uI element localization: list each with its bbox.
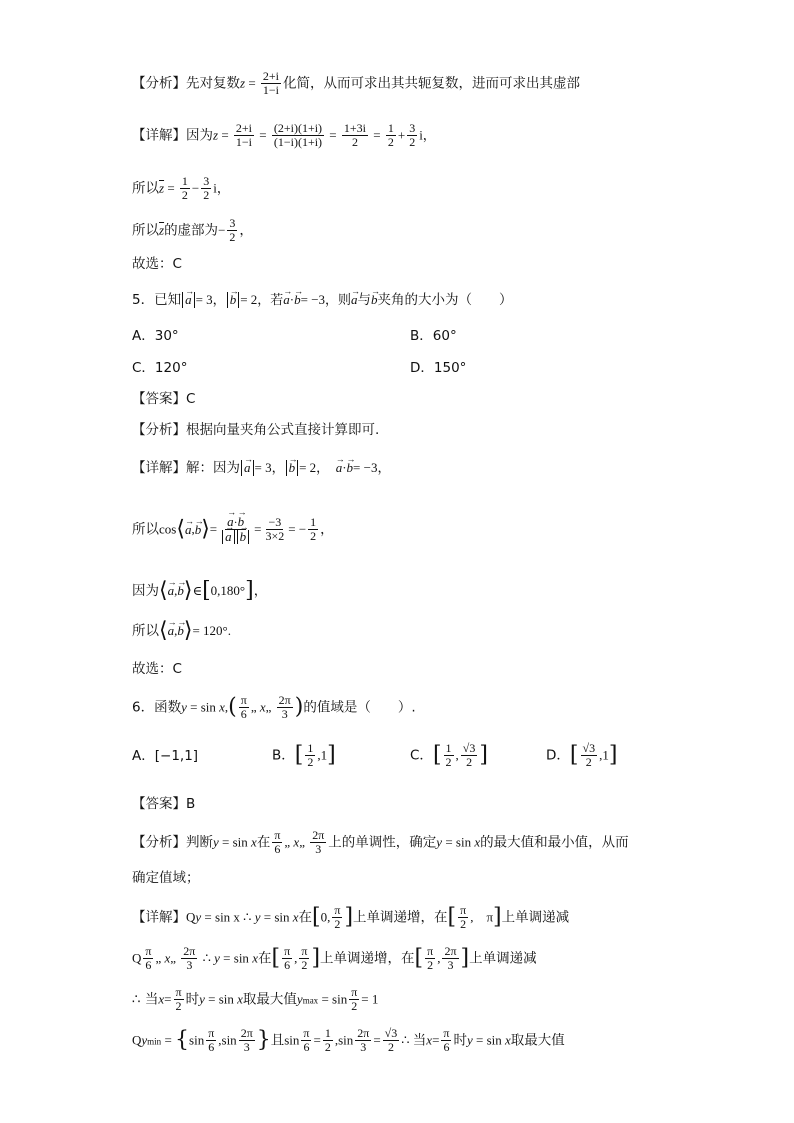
- q6-analysis-line2: 确定值域；: [132, 870, 200, 886]
- answer-tag: 【答案】: [132, 391, 186, 407]
- q5-option-a: A．30°: [132, 328, 179, 344]
- q5-detail: 【详解】解：因为 → a = 3， → b = 2， → a·→ b= −3，: [132, 458, 390, 478]
- q5-choice: 故选：C: [132, 661, 182, 677]
- q6-option-b: B．[ $\frac{1}{2}$ ,1]: [272, 741, 336, 769]
- q5-cos-line: 所以cos⟨→ a,→ b⟩= → a·→ b → a → b = $\frac{-3}{3\times 2}$ = − $\frac{1}{2}$ ，: [132, 515, 334, 544]
- q4-choice: 故选：C: [132, 256, 182, 272]
- q4-analysis-line: 【分析】先对复数z = $\frac{2+i}{1-i}$ 化简，从而可求出其共轭复数，进而可求出其虚部: [132, 69, 581, 97]
- q6-analysis: 【分析】判断y = sin x在 $\frac{\pi}{6}$ „ x„ $\frac{2\pi}{3}$ 上的单调性，确定y = sin x的最大值和最小值，从而: [132, 828, 629, 856]
- q5-answer: 【答案】C: [132, 391, 196, 407]
- q4-imag-line: 所以$\overline{z}$的虚部为− $\frac{3}{2}$ ，: [132, 216, 253, 244]
- q5-option-c: C．120°: [132, 360, 188, 376]
- q6-detail-line1: 【详解】Qy = sin x ∴ y = sin x在[0, $\frac{\pi}{2}$ ]上单调递增，在[ $\frac{\pi}{2}$ , π]上单调递减: [132, 903, 570, 931]
- q6-option-c: C．[ $\frac{1}{2}$ , $\frac{√3}{2}$ ]: [410, 741, 488, 769]
- q4-detail-line: 【详解】因为z = $\frac{2+i}{1-i}$ = $\frac{(2+i)(1+i)}{(1-i)(1+i)}$ = $\frac{1+3i}{2}$ = $\frac{1}{2}$ + $\frac{3}{2}$ i，: [132, 121, 436, 149]
- q5-stem: 5．已知 → a = 3， → b = 2，若→ a·→ b= −3，则→ a与→ b夹角的大小为（ ）: [132, 290, 513, 310]
- answer-tag: 【答案】: [132, 796, 186, 812]
- detail-tag: 【详解】: [132, 909, 186, 926]
- q6-stem: 6．函数y = sin x,( $\frac{\pi}{6}$ „ x„ $\frac{2\pi}{3}$ )的值域是（ ）.: [132, 693, 416, 721]
- q6-option-a: A．[−1,1]: [132, 748, 199, 764]
- q6-detail-line2: Q $\frac{\pi}{6}$ „ x„ $\frac{2\pi}{3}$ ∴ y = sin x在[ $\frac{\pi}{6}$ , $\frac{\pi}{2}$ ]上单调递增，在[ $\frac{\pi}{2}$ , $\frac{2\pi}{3}$ ]上单调递减: [132, 944, 537, 972]
- q5-option-b: B．60°: [410, 328, 457, 344]
- q6-detail-line4: Qymin = {sin $\frac{\pi}{6}$ ,sin $\frac{2\pi}{3}$ }且sin $\frac{\pi}{6}$ = $\frac{1}{2}$ ,sin $\frac{2\pi}{3}$ = $\frac{√3}{2}$ ∴ 当x= $\frac{\pi}{6}$ 时y = sin x取最大值: [132, 1026, 565, 1054]
- detail-tag: 【详解】: [132, 460, 186, 476]
- q6-answer: 【答案】B: [132, 796, 196, 812]
- detail-tag: 【详解】: [132, 127, 186, 144]
- q5-result-line: 所以⟨→ a,→ b⟩= 120°.: [132, 621, 231, 641]
- q6-option-d: D．[ $\frac{√3}{2}$ ,1]: [546, 741, 618, 769]
- q4-conjugate-line: 所以$\overline{z}$ = $\frac{1}{2}$ − $\frac{3}{2}$ i，: [132, 174, 230, 202]
- q6-detail-line3: ∴ 当x= $\frac{\pi}{2}$ 时y = sin x取最大值ymax = sin $\frac{\pi}{2}$ = 1: [132, 985, 379, 1013]
- q5-option-d: D．150°: [410, 360, 467, 376]
- analysis-tag: 【分析】: [132, 834, 186, 851]
- analysis-tag: 【分析】: [132, 75, 186, 92]
- fraction: $\frac{2+i}{1-i}$: [262, 69, 280, 97]
- q5-range-line: 因为⟨→ a,→ b⟩∈[0,180°]，: [132, 581, 267, 601]
- q5-analysis: 【分析】根据向量夹角公式直接计算即可.: [132, 422, 380, 438]
- analysis-tag: 【分析】: [132, 422, 186, 438]
